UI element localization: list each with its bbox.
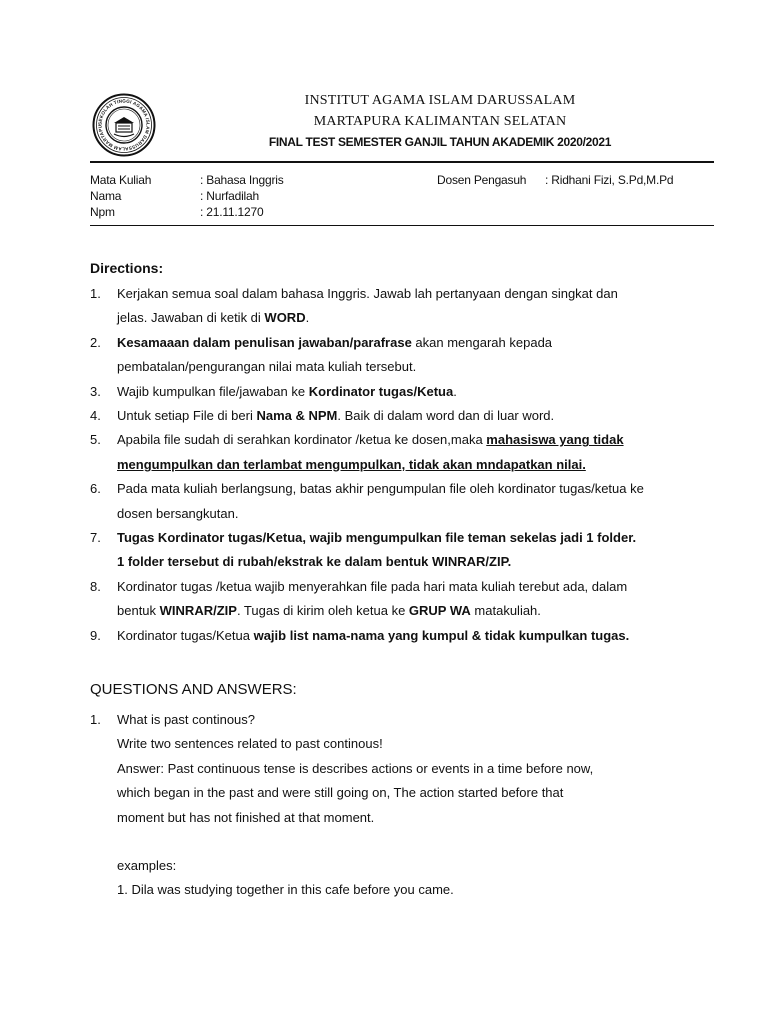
item-text-end: matakuliah. [470,603,541,619]
question-body [117,708,710,903]
item-number: 2. [90,334,101,350]
institution-name: INSTITUT AGAMA ISLAM DARUSSALAM [304,93,576,108]
item-text-line: Untuk setiap File di beri [117,408,257,424]
direction-item [90,380,710,404]
item-text [117,331,710,380]
qa-heading: QUESTIONS AND ANSWERS: [90,681,297,698]
exam-title: FINAL TEST SEMESTER GANJIL TAHUN AKADEMIK 2020/2021 [268,135,612,149]
example-sentence: 1. Dila was studying together in this cafe before you came. [117,882,454,898]
direction-item [90,624,710,648]
item-text-line: Kordinator tugas/Ketua [117,627,254,643]
item-text [117,575,710,624]
institution-seal-logo [92,93,156,157]
item-emphasis: mengumpulkan dan terlambat mengumpulkan, tidak akan mndapatkan nilai. [117,456,586,472]
institution-location: MARTAPURA KALIMANTAN SELATAN [313,114,567,129]
direction-item [90,331,710,380]
npm-value: : 21.11.1270 [200,205,264,219]
item-text-end: . [305,310,310,326]
item-number: 1. [90,286,101,301]
item-text-end: . [453,383,457,399]
item-text-line: Kordinator tugas /ketua wajib menyerahkan file pada hari mata kuliah terebut ada, dalam [117,578,628,594]
item-text [117,477,710,526]
qa-list [90,708,710,903]
item-text-line: Pada mata kuliah berlangsung, batas akhir pengumpulan file oleh kordinator tugas/ketua ke [117,481,644,497]
item-emphasis: GRUP WA [408,603,471,619]
header-divider [90,161,714,163]
item-text-line: Kerjakan semua soal dalam bahasa Inggris. Jawab lah pertanyaan dengan singkat dan [117,286,618,301]
item-emphasis: Nama & NPM [256,408,338,424]
item-text-line: jelas. Jawaban di ketik di [117,310,265,326]
directions-list [90,282,710,648]
item-emphasis: 1 folder tersebut di rubah/ekstrak ke dalam bentuk WINRAR/ZIP. [117,554,512,570]
question-text: What is past continous? [117,712,256,727]
seal-lettering: SEKOLAH TINGGI AGAMA ISLAM DARUSSALAM MARTAPU [97,98,151,152]
course-value: : Bahasa Inggris [200,173,284,187]
npm-label: Npm [90,205,115,219]
item-number: 7. [90,530,101,546]
item-number: 9. [90,627,101,643]
info-divider [90,225,714,226]
item-emphasis: Kesamaaan dalam penulisan jawaban/parafrase [117,334,412,350]
spacer [117,830,710,854]
item-emphasis: mahasiswa yang tidak [486,432,624,448]
course-label: Mata Kuliah [90,173,152,187]
item-number: 5. [90,432,101,448]
student-name-value: : Nurfadilah [200,189,259,203]
direction-item [90,428,710,477]
item-number: 8. [90,578,101,594]
student-name-label: Nama [90,189,122,203]
item-emphasis: wajib list nama-nama yang kumpul & tidak kumpulkan tugas. [253,627,630,643]
item-text-line: dosen bersangkutan. [117,505,239,521]
question-instruction: Write two sentences related to past continous! [117,736,383,752]
item-text [117,404,710,428]
item-text [117,526,710,575]
question-number: 1. [90,712,101,727]
item-text-line: bentuk [117,603,160,619]
direction-item [90,526,710,575]
answer-line: which began in the past and were still going on, The action started before that [117,785,564,801]
lecturer-label: Dosen Pengasuh [437,173,527,187]
question-item [90,708,710,903]
directions-heading: Directions: [90,260,164,276]
item-text-line: Wajib kumpulkan file/jawaban ke [117,383,309,399]
item-text-line: . Tugas di kirim oleh ketua ke [236,603,409,619]
lecturer-value: : Ridhani Fizi, S.Pd,M.Pd [545,173,674,187]
item-number: 6. [90,481,101,497]
examples-label: examples: [117,858,177,874]
item-emphasis: WINRAR/ZIP [159,603,237,619]
item-emphasis: WORD [264,310,306,326]
item-number: 4. [90,408,101,424]
item-text-line: akan mengarah kepada [411,334,553,350]
direction-item [90,575,710,624]
item-text-line: pembatalan/pengurangan nilai mata kuliah tersebut. [117,359,417,375]
item-emphasis: Tugas Kordinator tugas/Ketua, wajib mengumpulkan file teman sekelas jadi 1 folder. [117,530,637,546]
answer-line: moment but has not finished at that moment. [117,809,375,825]
item-text [117,282,710,331]
item-text [117,624,710,648]
item-emphasis: Kordinator tugas/Ketua [308,383,454,399]
item-text [117,380,710,404]
item-number: 3. [90,383,101,399]
answer-line: Answer: Past continuous tense is describes actions or events in a time before now, [117,760,594,776]
item-text-line: Apabila file sudah di serahkan kordinator /ketua ke dosen,maka [117,432,487,448]
item-text-end: . Baik di dalam word dan di luar word. [337,408,555,424]
direction-item [90,282,710,331]
item-text [117,428,710,477]
direction-item [90,477,710,526]
direction-item [90,404,710,428]
